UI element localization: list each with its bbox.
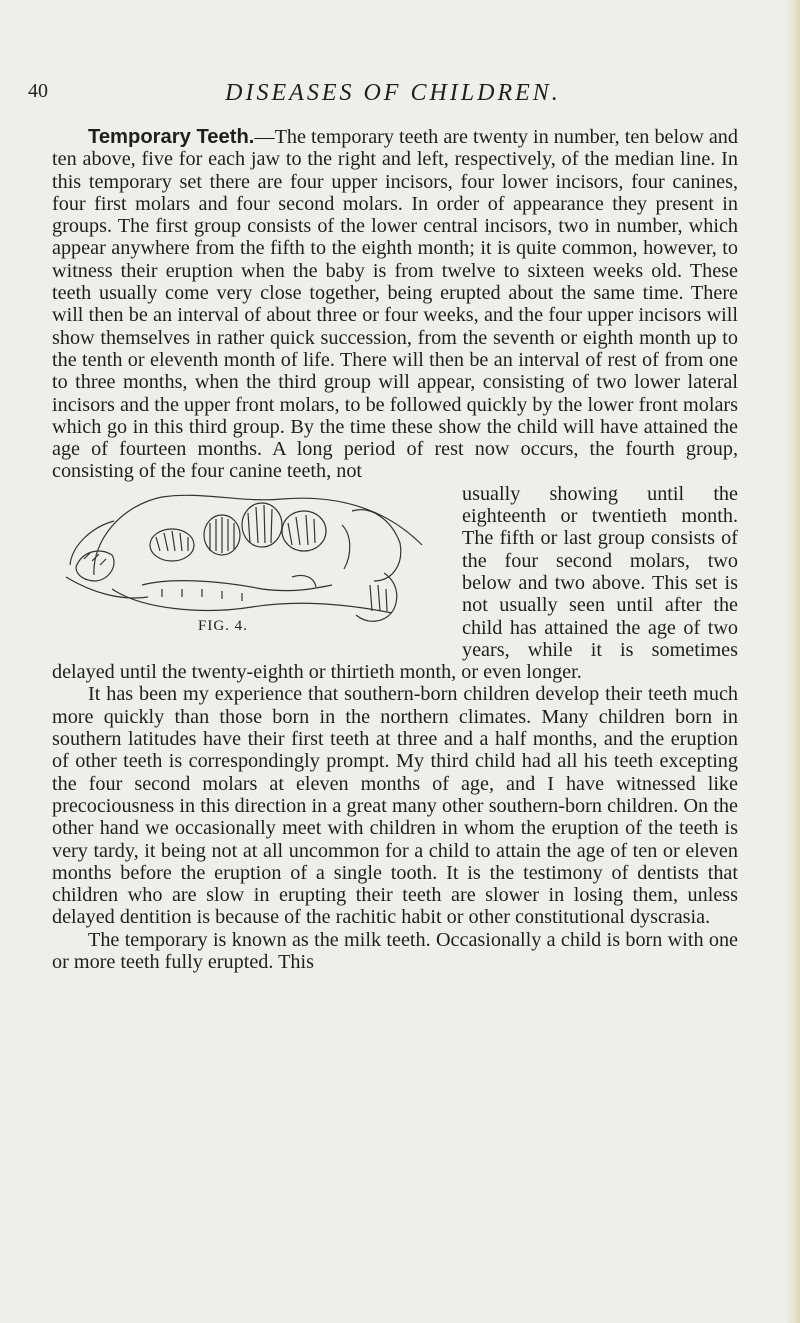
teeth-illustration-icon	[52, 485, 448, 641]
figure-4	[52, 485, 448, 641]
paragraph-1	[52, 126, 738, 683]
paragraph-2: It has been my experience that southern-born children develop their teeth much more quickly than those born in the northern climates. Many children born in southern latitudes have their first teeth at three and a half months, and the eruption of other teeth is correspondingly prompt. My third child had all his teeth excepting the four second molars at eleven months of age, and I have witnessed like precociousness in this direction in a great many other southern-born children. On the other hand we occasionally meet with children in whom the eruption of the teeth is very tardy, it being not at all uncommon for a child to attain the age of ten or eleven months before the eruption of a single tooth. It is the testimony of dentists that children who are slow in erupting their teeth are slower in losing them, unless delayed dentition is because of the rachitic habit or other constitutional dyscrasia.	[52, 683, 738, 929]
figure-caption: FIG. 4.	[198, 617, 248, 634]
running-title: DISEASES OF CHILDREN.	[225, 80, 561, 106]
section-heading: Temporary Teeth.	[88, 126, 255, 148]
paragraph-1-text: —The temporary teeth are twenty in number, ten below and ten above, five for each jaw to the right and left, respectively, of the median line. In this temporary set there are four upper incisors, four lower incisors, four canines, four first molars and four second molars. In order of appearance they present in groups. The first group consists of the lower central incisors, two in number, which appear anywhere from the fifth to the eighth month; it is quite common, however, to witness their eruption when the baby is from twelve to sixteen weeks old. These teeth usually come very close together, being erupted about the same time. There will then be an interval of about three or four weeks, and the four upper incisors will show themselves in rather quick succession, from the seventh or eighth month up to the tenth or eleventh month of life. There will then be an interval of rest of from one to three months, when the third group will appear, consisting of two lower lateral incisors and the upper front molars, to be followed quickly by the lower front molars which go in this third group. By the time these show the child will have attained the age of fourteen months. A long period of rest now occurs, the fourth group, consisting of the four canine teeth, not	[52, 126, 738, 483]
body-text	[52, 126, 738, 973]
page-header	[28, 80, 758, 110]
page-edge	[786, 0, 800, 1323]
page-number: 40	[28, 80, 48, 102]
paragraph-3: The temporary is known as the milk teeth. Occasionally a child is born with one or more teeth fully erupted. This	[52, 928, 738, 973]
paragraph-1-continued: usually showing until the eighteenth or twentieth month. The fifth or last group consists of the four second molars, two below and two above. This set is not usually seen until after the child has attained the age of two years, while it is sometimes delayed until the twenty-eighth or thirtieth month, or even longer.	[52, 482, 738, 684]
